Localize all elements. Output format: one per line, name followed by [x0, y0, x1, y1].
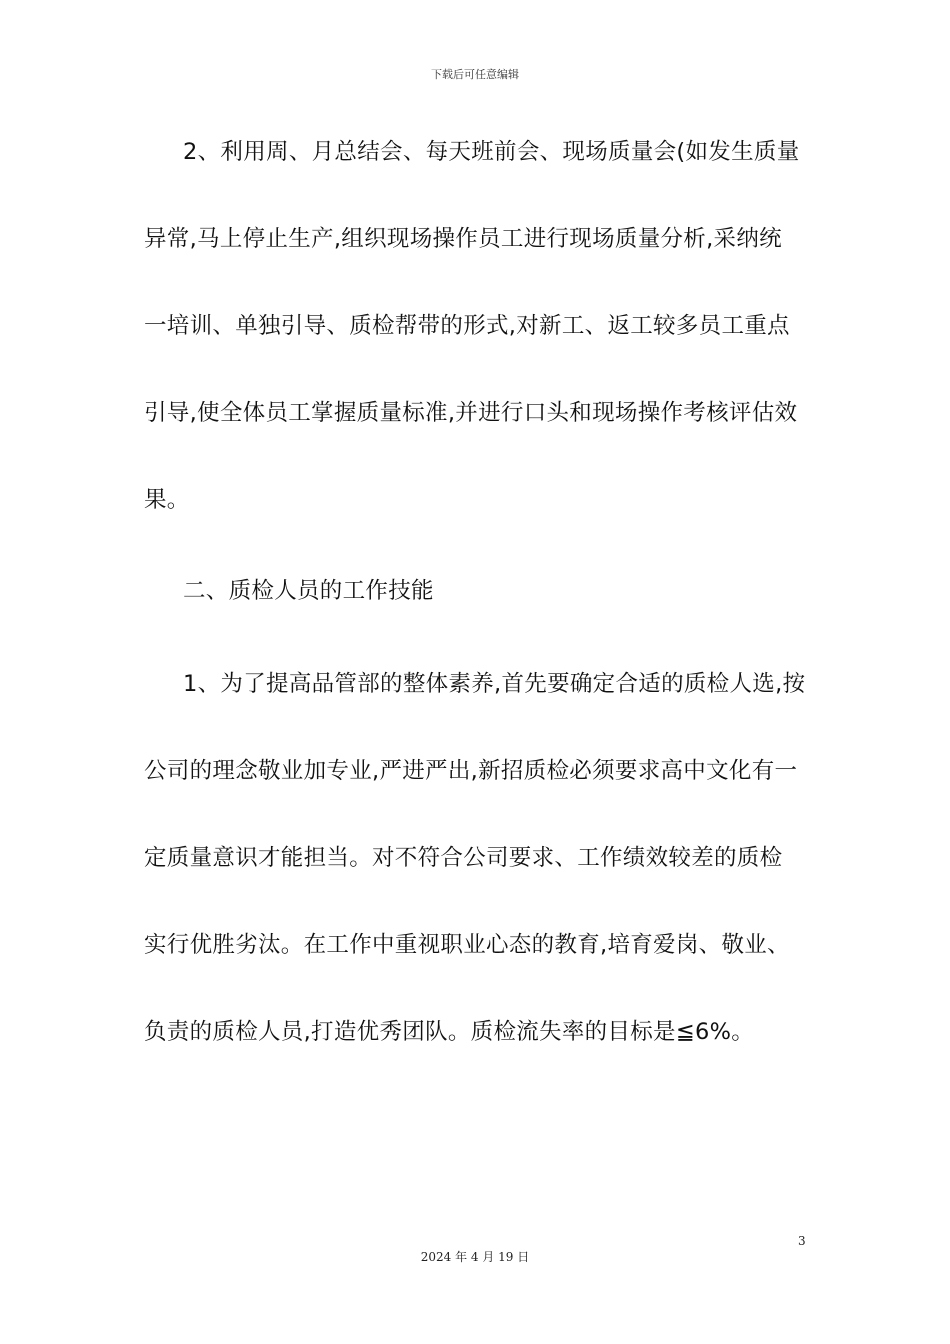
paragraph-line: 定质量意识才能担当。对不符合公司要求、工作绩效较差的质检	[144, 845, 783, 871]
paragraph-line: 实行优胜劣汰。在工作中重视职业心态的教育,培育爱岗、敬业、	[144, 932, 790, 958]
paragraph-line: 1、为了提高品管部的整体素养,首先要确定合适的质检人选,按	[183, 671, 806, 697]
paragraph-line: 负责的质检人员,打造优秀团队。质检流失率的目标是≦6%。	[144, 1019, 755, 1045]
page-number: 3	[798, 1234, 806, 1248]
section-heading: 二、质检人员的工作技能	[183, 578, 434, 604]
paragraph-line: 公司的理念敬业加专业,严进严出,新招质检必须要求高中文化有一	[144, 758, 798, 784]
paragraph-line: 2、利用周、月总结会、每天班前会、现场质量会(如发生质量	[183, 139, 800, 165]
page-header: 下载后可任意编辑	[431, 68, 519, 81]
paragraph-line: 果。	[144, 487, 190, 513]
paragraph-line: 异常,马上停止生产,组织现场操作员工进行现场质量分析,采纳统	[144, 226, 782, 252]
footer-date: 2024 年 4 月 19 日	[420, 1250, 530, 1264]
paragraph-line: 引导,使全体员工掌握质量标准,并进行口头和现场操作考核评估效	[144, 400, 798, 426]
paragraph-line: 一培训、单独引导、质检帮带的形式,对新工、返工较多员工重点	[144, 313, 790, 339]
